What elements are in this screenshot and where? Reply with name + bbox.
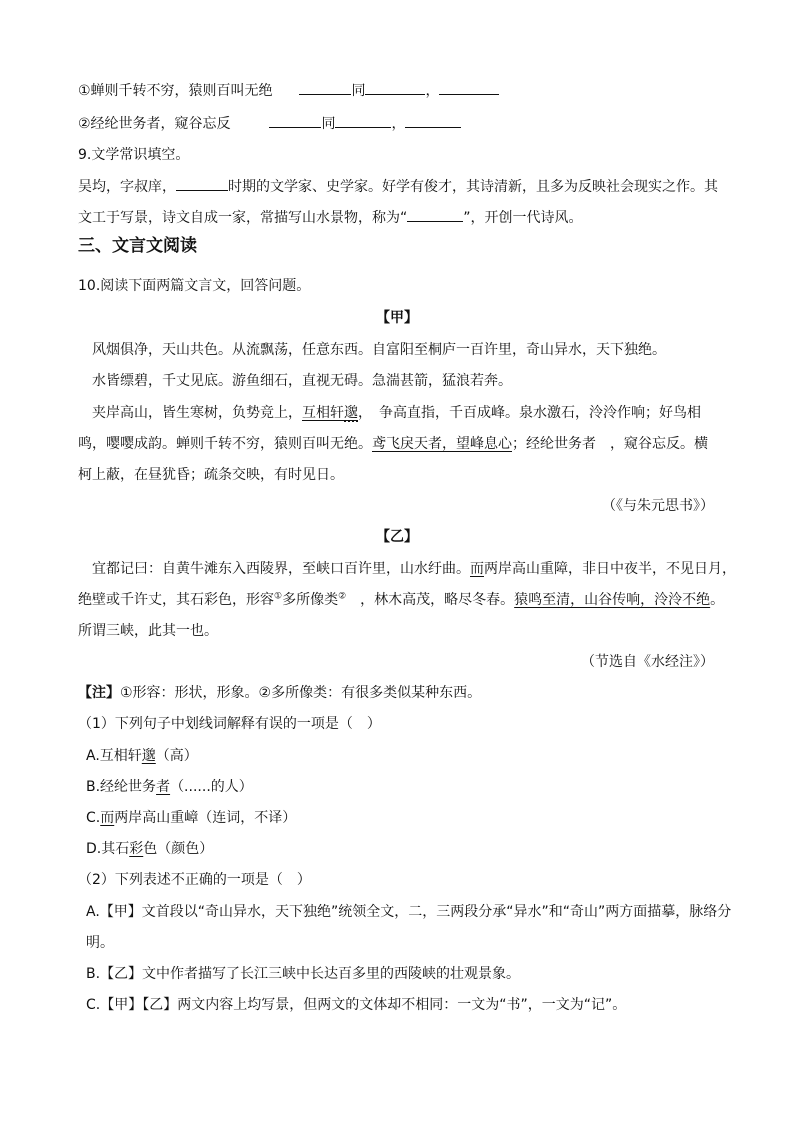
text: 两岸高山重嶂（连词，不译） — [114, 810, 297, 826]
text: A.互相轩 — [86, 748, 142, 764]
jia-heading: 【甲】 — [376, 310, 418, 326]
jia-para-3 — [92, 403, 701, 423]
option-a-line-2[interactable]: 明。 — [86, 935, 114, 951]
text: B.经纶世务 — [86, 779, 157, 795]
text: C. — [86, 810, 101, 826]
q10-title: 10.阅读下面两篇文言文，回答问题。 — [78, 278, 311, 294]
underlined-sentence: 鸢飞戾天者，望峰息心 — [372, 436, 512, 452]
option-c[interactable] — [86, 808, 296, 828]
marked-char: 邈 — [344, 405, 358, 421]
note — [78, 683, 481, 703]
q9-text: 吴均，字叔庠， — [78, 179, 176, 195]
text: ，林木高茂，略尽冬春。 — [346, 592, 515, 608]
text: （......的人） — [170, 779, 253, 795]
answer-blank[interactable] — [335, 113, 391, 128]
q9-line-2 — [78, 207, 583, 228]
sub-question-2: （2）下列表述不正确的一项是（ ） — [78, 872, 311, 888]
option-c[interactable]: C.【甲】【乙】两文内容上均写景，但两文的文体却不相同：一文为“书”，一文为“记”。 — [86, 997, 627, 1013]
jia-para-5: 柯上蔽，在昼犹昏；疏条交映，有时见日。 — [78, 467, 344, 483]
q8-row-1 — [78, 80, 499, 101]
answer-blank[interactable] — [405, 113, 461, 128]
text: ；经纶世务者 ，窥谷忘反。横 — [512, 436, 708, 452]
q8-row-1-text: ①蝉则千转不穷，猿则百叫无绝 — [78, 83, 273, 99]
option-b[interactable]: B.【乙】文中作者描写了长江三峡中长达百多里的西陵峡的壮观景象。 — [86, 966, 521, 982]
q8-row-2 — [78, 113, 461, 134]
text: 夹岸高山，皆生寒树，负势竞上， — [92, 405, 302, 421]
yi-para-2 — [78, 590, 724, 610]
q9-text: 时期的文学家、史学家。好学有俊才，其诗清新，且多为反映社会现实之作。其 — [228, 179, 718, 195]
text: ， 争高直指，千百成峰。泉水激石，泠泠作响；好鸟相 — [358, 405, 701, 421]
option-a-line-1[interactable]: A.【甲】文首段以“奇山异水，天下独绝”统领全文，二，三两段分承“异水”和“奇山”两方面描摹，脉络分 — [86, 904, 732, 920]
option-b[interactable] — [86, 777, 253, 797]
text: 。 — [710, 592, 725, 608]
q9-title: 9.文学常识填空。 — [78, 147, 190, 163]
answer-blank[interactable] — [176, 176, 228, 191]
text: 多所像类 — [282, 592, 339, 608]
jia-source: （《与朱元思书》） — [602, 498, 714, 514]
underlined-char: 而 — [470, 561, 484, 577]
text: 色（颜色） — [143, 841, 214, 857]
underlined-word: 者 — [156, 779, 171, 795]
text: 宜都记曰：自黄牛滩东入西陵界，至峡口百许里，山水纡曲。 — [92, 561, 470, 577]
footnote-marker: ① — [274, 591, 283, 602]
q9-text: ”，开创一代诗风。 — [463, 210, 583, 226]
text: （高） — [155, 748, 198, 764]
footnote-marker: ② — [338, 591, 347, 602]
yi-source: （节选自《水经注》） — [581, 654, 714, 670]
answer-blank[interactable] — [269, 113, 321, 128]
underlined-text — [302, 405, 358, 421]
text: 鸣，嘤嘤成韵。蝉则千转不穷，猿则百叫无绝。 — [78, 436, 372, 452]
yi-para-3: 所谓三峡，此其一也。 — [78, 623, 218, 639]
jia-para-4 — [78, 434, 708, 454]
section-heading: 三、文言文阅读 — [78, 236, 197, 256]
yi-para-1 — [92, 559, 736, 579]
underlined-word: 彩 — [129, 841, 144, 857]
sub-question-1: （1）下列句子中划线词解释有误的一项是（ ） — [78, 716, 381, 732]
answer-blank[interactable] — [365, 80, 425, 95]
tong-label: 同 — [351, 83, 366, 99]
option-a[interactable] — [86, 746, 198, 766]
jia-para-1: 风烟俱净，天山共色。从流飘荡，任意东西。自富阳至桐庐一百许里，奇山异水，天下独绝。 — [92, 342, 666, 358]
yi-heading: 【乙】 — [376, 529, 418, 545]
underlined-sentence: 猿鸣至清，山谷传响，泠泠不绝 — [514, 592, 711, 608]
option-d[interactable] — [86, 839, 213, 859]
jia-para-2: 水皆缥碧，千丈见底。游鱼细石，直视无碍。急湍甚箭，猛浪若奔。 — [92, 373, 512, 389]
answer-blank[interactable] — [299, 80, 351, 95]
text: 互相轩 — [302, 405, 344, 421]
text: D.其石 — [86, 841, 130, 857]
underlined-word: 而 — [100, 810, 115, 826]
tong-label: 同 — [321, 116, 336, 132]
q9-line-1 — [78, 176, 718, 197]
answer-blank[interactable] — [439, 80, 499, 95]
note-label: 【注】 — [78, 685, 120, 701]
comma: ， — [425, 83, 440, 99]
text: 绝壁或千许丈，其石彩色，形容 — [78, 592, 274, 608]
q8-row-2-text: ②经纶世务者，窥谷忘反 — [78, 116, 231, 132]
q9-text: 文工于写景，诗文自成一家，常描写山水景物，称为“ — [78, 210, 408, 226]
text: 两岸高山重障，非日中夜半，不见日月， — [484, 561, 736, 577]
answer-blank[interactable] — [407, 207, 463, 222]
comma: ， — [391, 116, 406, 132]
underlined-word: 邈 — [141, 748, 156, 764]
note-text: ①形容：形状，形象。②多所像类：有很多类似某种东西。 — [120, 685, 482, 701]
